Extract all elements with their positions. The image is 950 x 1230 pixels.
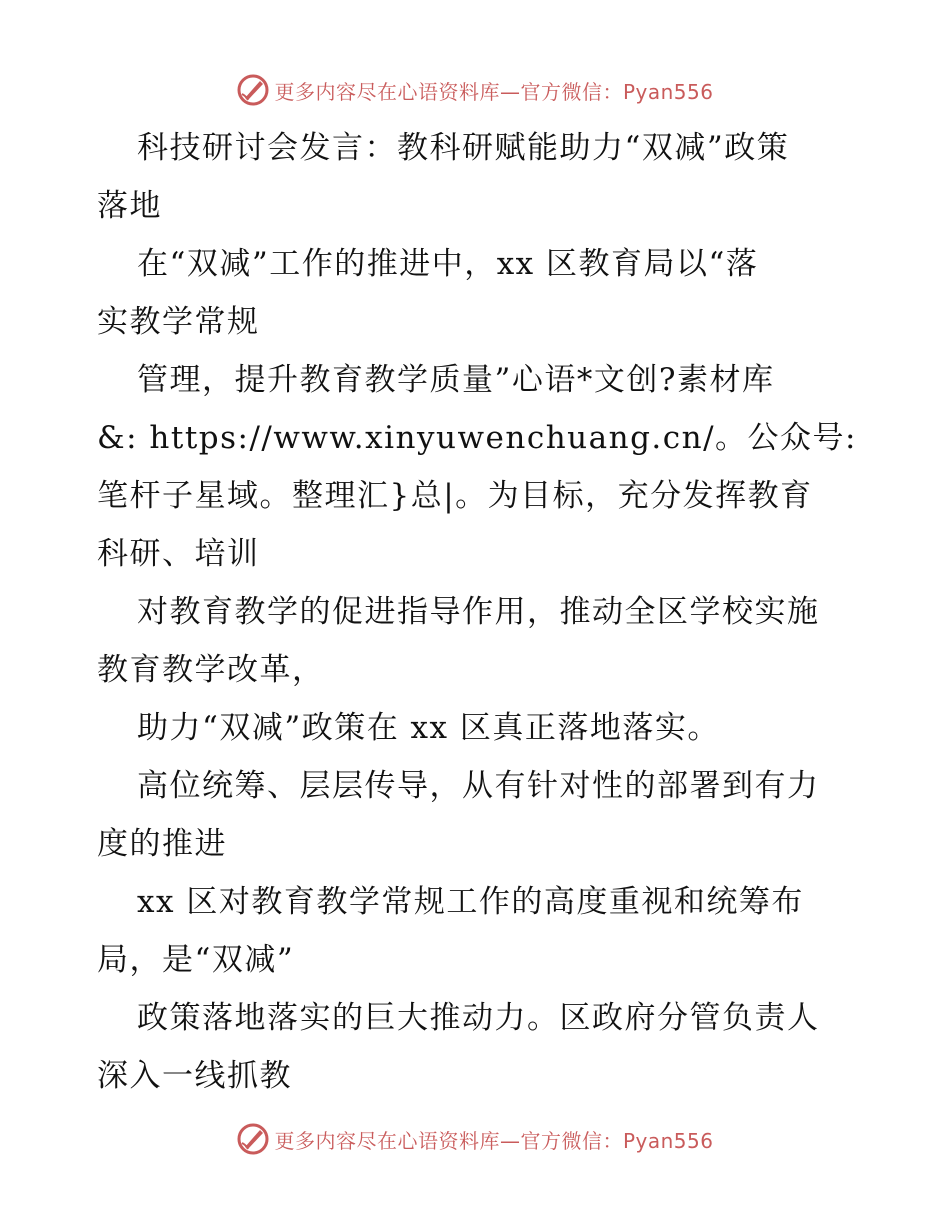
text-line: 落地 (97, 188, 162, 224)
text-line: 度的推进 (97, 826, 227, 862)
text-line: 政策落地落实的巨大推动力。区政府分管负责人 (137, 1000, 820, 1036)
text-line: 局，是“双减” (97, 942, 295, 978)
text-line: 笔杆子星域。整理汇}总|。为目标，充分发挥教育 (97, 478, 813, 514)
text-line: 科技研讨会发言：教科研赋能助力“双减”政策 (137, 130, 790, 166)
header-banner-text: 更多内容尽在心语资料库—官方微信：Pyan556 (274, 79, 714, 104)
text-line: 在“双减”工作的推进中，xx 区教育局以“落 (137, 246, 759, 282)
text-line: 深入一线抓教 (97, 1058, 292, 1094)
quill-logo-icon (236, 73, 270, 107)
footer-banner (0, 1119, 950, 1159)
text-line: xx 区对教育教学常规工作的高度重视和统筹布 (137, 884, 804, 920)
text-line: 对教育教学的促进指导作用，推动全区学校实施 (137, 594, 820, 630)
text-line: 科研、培训 (97, 536, 260, 572)
quill-logo-icon (236, 1122, 270, 1156)
text-line: 高位统筹、层层传导，从有针对性的部署到有力 (137, 768, 820, 804)
text-line: 管理，提升教育教学质量”心语*文创?素材库 (137, 362, 775, 398)
header-banner (0, 70, 950, 110)
footer-banner-text: 更多内容尽在心语资料库—官方微信：Pyan556 (274, 1128, 714, 1153)
text-line: 助力“双减”政策在 xx 区真正落地落实。 (137, 710, 720, 746)
text-line: 实教学常规 (97, 304, 260, 340)
document-body (97, 119, 857, 1105)
text-line: 教育教学改革， (97, 652, 325, 688)
text-line: &: https://www.xinyuwenchuang.cn/。公众号: (97, 420, 857, 456)
